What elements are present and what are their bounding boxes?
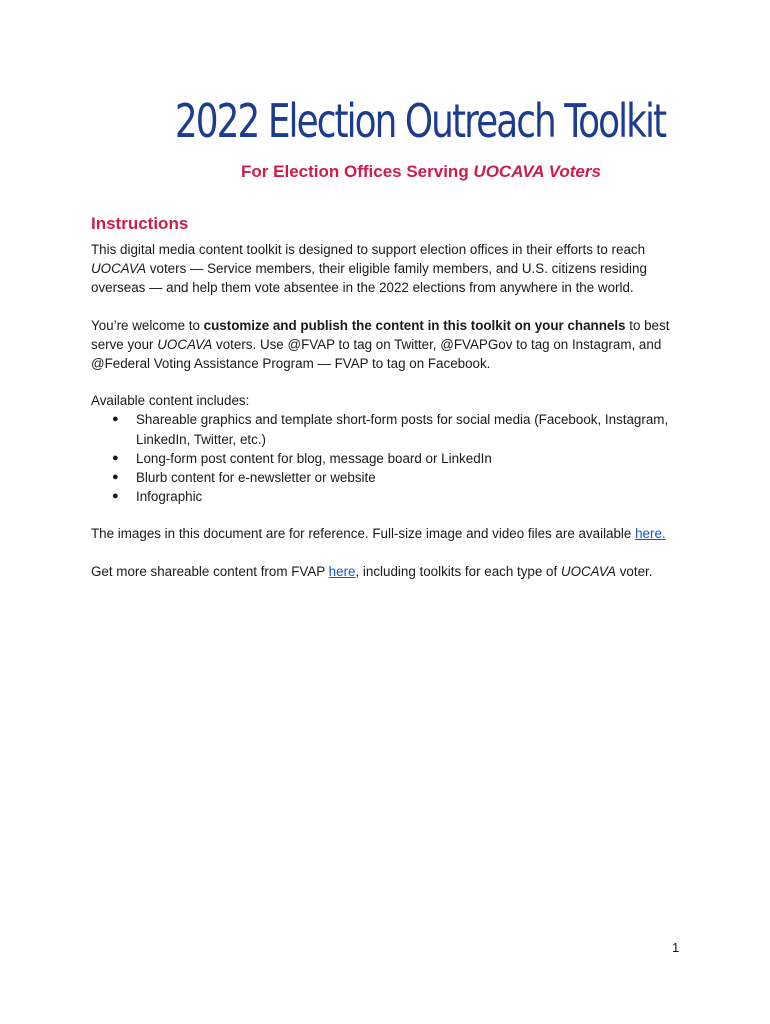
bullet-icon: ● xyxy=(112,451,119,464)
paragraph-gap xyxy=(91,298,691,316)
more-content-text-1: Get more shareable content from FVAP xyxy=(91,563,329,579)
intro-text-2: voters — Service members, their eligible family members, and U.S. citizens residing overseas — and help them vote absentee in the 2022 elections from anywhere in the world. xyxy=(91,261,647,296)
list-item xyxy=(91,487,691,506)
customize-text-3: voters. Use @FVAP to tag on Twitter, @FVAPGov to tag on Instagram, and @Federal Voting Assistance Program — FVAP to tag on Facebook. xyxy=(91,336,662,372)
customize-paragraph xyxy=(91,316,691,374)
list-item-text: Shareable graphics and template short-form posts for social media (Facebook, Instagram, LinkedIn, Twitter, etc.) xyxy=(136,412,669,447)
customize-text-1: You’re welcome to xyxy=(91,317,204,333)
more-content-text-2: , including toolkits for each type of xyxy=(355,563,561,579)
available-intro: Available content includes: xyxy=(91,393,250,409)
paragraph-gap xyxy=(91,544,691,562)
bullet-icon: ● xyxy=(112,490,119,503)
instructions-heading: Instructions xyxy=(91,214,189,233)
list-item xyxy=(91,468,691,487)
page-subtitle xyxy=(0,159,770,185)
list-item-text: Infographic xyxy=(136,489,203,505)
intro-uocava: UOCAVA xyxy=(91,261,147,277)
more-content-uocava: UOCAVA xyxy=(560,563,616,579)
bullet-icon: ● xyxy=(112,471,119,484)
fvap-here-link[interactable]: here xyxy=(328,563,356,579)
customize-text-2: to best serve your xyxy=(91,317,670,352)
subtitle-emphasis: UOCAVA Voters xyxy=(473,162,601,181)
images-paragraph xyxy=(91,524,691,543)
page-number: 1 xyxy=(672,940,680,955)
files-here-link[interactable]: here. xyxy=(635,526,666,542)
intro-paragraph xyxy=(91,240,691,298)
list-item xyxy=(91,449,691,468)
more-content-text-3: voter. xyxy=(616,563,653,579)
paragraph-gap xyxy=(91,373,691,391)
list-item-text: Long-form post content for blog, message board or LinkedIn xyxy=(136,450,492,466)
document-body xyxy=(91,212,691,581)
paragraph-gap xyxy=(91,506,691,524)
bullet-icon: ● xyxy=(112,413,119,426)
page-title: 2022 Election Outreach Toolkit xyxy=(174,94,666,148)
list-item-text: Blurb content for e-newsletter or website xyxy=(136,470,376,486)
images-text: The images in this document are for reference. Full-size image and video files are available xyxy=(91,526,636,542)
available-content-list xyxy=(91,410,691,506)
intro-text-1: This digital media content toolkit is designed to support election offices in their efforts to reach xyxy=(91,242,646,257)
customize-uocava: UOCAVA xyxy=(157,336,213,352)
more-content-paragraph xyxy=(91,562,691,581)
list-item xyxy=(91,410,691,448)
subtitle-text: For Election Offices Serving xyxy=(241,162,474,181)
customize-bold-text: customize and publish the content in this toolkit on your channels xyxy=(203,317,626,333)
